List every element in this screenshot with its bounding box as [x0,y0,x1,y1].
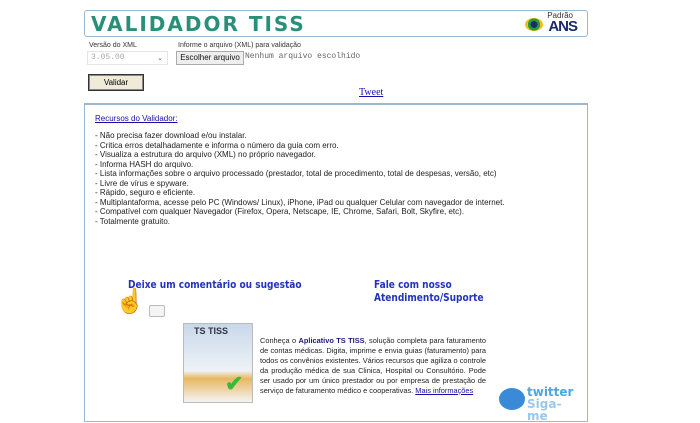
promo-app-name: Aplicativo TS TISS [298,336,365,345]
follow-me-label: Siga-me [527,397,562,423]
features-list [95,131,505,226]
file-status: Nenhum arquivo escolhido [245,52,361,61]
xml-version-value: 3.05.00 [91,53,125,62]
list-item: - Totalmente gratuito. [95,216,171,226]
list-item: - Informa HASH do arquivo. [95,159,194,169]
list-item: - Lista informações sobre o arquivo processado (prestador, total de procedimento, total de despesas, versão, etc) [95,169,497,178]
tweet-link[interactable]: Tweet [359,87,384,98]
support-link[interactable]: Fale com nosso Atendimento/Suporte [374,278,484,304]
ans-badge-caption: Padrão [547,11,573,20]
checkmark-icon: ✔ [225,371,244,396]
ans-logo: ANS [548,18,577,35]
list-item: - Critica erros detalhadamente e informa o número da guia com erro. [95,140,339,150]
twitter-label: twitter [527,385,574,399]
chat-bubble-icon [149,305,165,317]
product-image-label: TS TISS [194,326,229,336]
header-banner [84,10,588,37]
list-item: - Livre de vírus e spyware. [95,178,189,188]
list-item: - Compatível com qualquer Navegador (Firefox, Opera, Netscape, IE, Chrome, Safari, Bolt, Skyfire, etc). [95,207,465,216]
ans-flag-icon [525,18,543,31]
features-panel [84,103,588,422]
file-label: Informe o arquivo (XML) para validação [178,42,301,49]
chevron-down-icon: ⌄ [157,54,163,62]
list-item: - Rápido, seguro e eficiente. [95,188,196,197]
comment-link[interactable]: Deixe um comentário ou sugestão [128,278,302,291]
xml-version-select[interactable] [87,51,168,65]
twitter-follow-button[interactable] [499,385,579,423]
list-item: - Multiplantaforma, acesse pelo PC (Windows/ Linux), iPhone, iPad ou qualquer Celular com navegador de internet. [95,197,505,207]
features-title-link[interactable]: Recursos do Validador: [95,114,178,123]
version-label: Versão do XML [89,42,137,49]
twitter-bird-icon [499,388,525,410]
pointer-hand-icon: ☝ [115,288,145,315]
list-item: - Não precisa fazer download e/ou instalar. [95,131,247,140]
validate-button[interactable]: Validar [88,74,144,91]
promo-text [260,336,486,396]
promo-intro: Conheça o [260,336,299,345]
choose-file-button[interactable]: Escolher arquivo [176,51,244,65]
list-item: - Visualiza a estrutura do arquivo (XML) no próprio navegador. [95,150,316,159]
promo-body: , solução completa para faturamento de contas médicas. Digita, imprime e envia guias (faturamento) para todos os convênios existentes. Vários recursos que agiliza o controle da produção médica de sua Clinica, Hospital ou Consultório. Pode ser usado por um único prestador ou por empresa de prestação de serviço de faturamento médico e cooperativas. [260,336,486,395]
more-info-link[interactable]: Mais informações [415,386,474,395]
page-title: VALIDADOR TISS [91,12,306,36]
